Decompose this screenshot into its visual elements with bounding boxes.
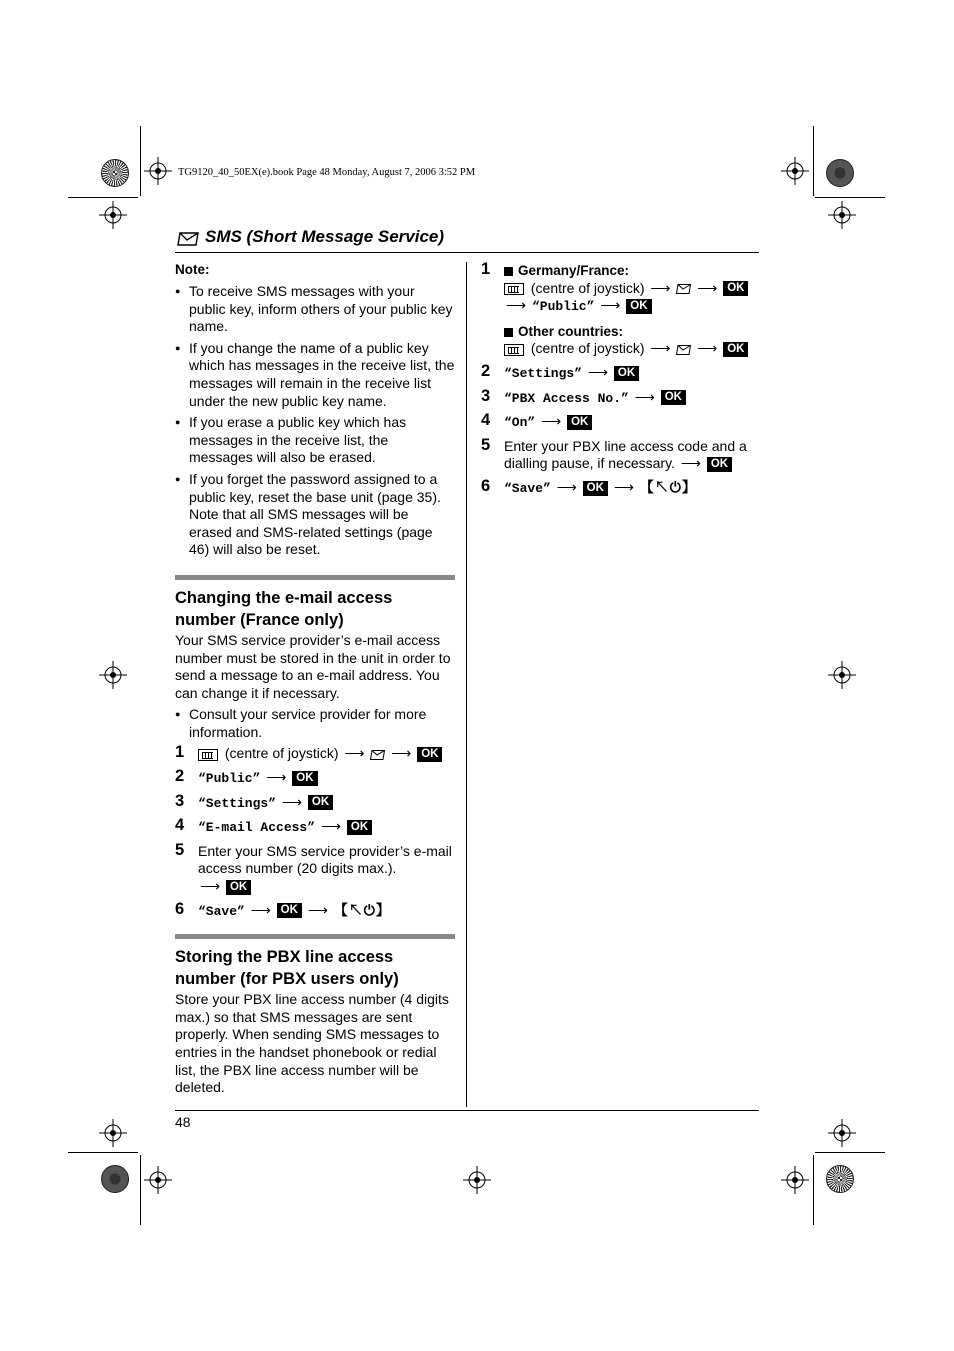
step-6 <box>481 476 759 498</box>
note-item: ● If you forget the password assigned to a public key, reset the base unit (page 35). Note that all SMS messages will be erased and SMS-related settings (page 46) will also be reset. <box>175 471 455 559</box>
section-intro: Your SMS service provider’s e-mail access number must be stored in the unit in order to send a message to an e-mail address. You can change it if necessary. <box>175 631 451 701</box>
column-divider <box>466 262 467 1107</box>
step-number: 3 <box>481 386 491 405</box>
step-number: 3 <box>175 791 185 810</box>
ok-key-icon: OK <box>583 481 608 496</box>
arrow-icon: ⟶ <box>344 745 365 762</box>
arrow-icon: ⟶ <box>250 901 271 918</box>
section-title-pbx-access: Storing the PBX line access number (for PBX users only) <box>175 948 399 989</box>
ok-key-icon: OK <box>614 366 639 381</box>
ok-key-icon: OK <box>567 415 592 430</box>
arrow-icon: ⟶ <box>391 745 412 762</box>
step-1 <box>481 262 759 358</box>
step-text: Enter your SMS service provider’s e-mail access number (20 digits max.). <box>198 842 452 877</box>
arrow-icon: ⟶ <box>587 363 608 380</box>
crop-mark <box>813 1155 814 1225</box>
arrow-icon: ⟶ <box>613 478 634 495</box>
step-5 <box>175 840 455 896</box>
arrow-icon: ⟶ <box>307 901 328 918</box>
section-title-email-access: Changing the e-mail access number (France only) <box>175 588 393 629</box>
menu-key-icon <box>198 749 218 761</box>
menu-option: “Public” <box>531 299 595 315</box>
step-4 <box>175 818 455 837</box>
arrow-icon: ⟶ <box>600 297 621 314</box>
envelope-icon <box>177 232 199 246</box>
ok-key-icon: OK <box>723 281 748 296</box>
print-slug: TG9120_40_50EX(e).book Page 48 Monday, August 7, 2006 3:52 PM <box>178 167 476 178</box>
step-number: 5 <box>481 435 491 454</box>
arrow-icon: ⟶ <box>541 413 562 430</box>
sub-heading: Other countries: <box>518 323 624 339</box>
arrow-icon: ⟶ <box>634 388 655 405</box>
page-number: 48 <box>175 1114 191 1130</box>
registration-crosshair-icon <box>99 201 127 229</box>
step-5 <box>481 435 759 473</box>
step-number: 1 <box>175 743 185 762</box>
menu-option: “E-mail Access” <box>198 820 316 836</box>
section-bullet: ● Consult your service provider for more information. <box>175 706 455 741</box>
menu-option: “Settings” <box>504 365 583 381</box>
step-6 <box>175 899 455 921</box>
arrow-icon: ⟶ <box>697 340 718 357</box>
step-3 <box>175 791 455 813</box>
arrow-icon: ⟶ <box>697 279 718 296</box>
registration-crosshair-icon <box>99 661 127 689</box>
step-number: 1 <box>481 260 491 278</box>
menu-option: “PBX Access No.” <box>504 390 629 406</box>
ok-key-icon: OK <box>347 820 372 835</box>
step-number: 6 <box>481 476 491 495</box>
note-item: ● To receive SMS messages with your public key, inform others of your public key name. <box>175 283 455 336</box>
arrow-icon: ⟶ <box>556 478 577 495</box>
registration-rosette-icon <box>826 1165 854 1193</box>
menu-option: “Save” <box>504 480 551 496</box>
section-divider <box>175 575 455 580</box>
ok-key-icon: OK <box>308 795 333 810</box>
step-text: (centre of joystick) <box>224 745 339 762</box>
registration-crosshair-icon <box>144 157 172 185</box>
step-text: (centre of joystick) <box>530 279 645 296</box>
off-key-icon: 【↖⏻】 <box>639 478 697 495</box>
step-number: 4 <box>481 411 491 430</box>
crop-mark <box>815 1152 885 1153</box>
off-key-icon: 【↖⏻】 <box>333 901 391 918</box>
ok-key-icon: OK <box>417 747 442 762</box>
arrow-icon: ⟶ <box>320 818 341 835</box>
menu-option: “Settings” <box>198 795 277 811</box>
crop-mark <box>813 126 814 196</box>
step-1 <box>175 745 455 763</box>
note-label: Note: <box>175 262 210 277</box>
registration-rosette-icon <box>101 1165 129 1193</box>
crop-mark <box>68 1152 138 1153</box>
registration-crosshair-icon <box>828 201 856 229</box>
registration-rosette-icon <box>101 159 129 187</box>
ok-key-icon: OK <box>292 771 317 786</box>
note-item: ● If you erase a public key which has messages in the receive list, the messages will also be erased. <box>175 414 455 467</box>
ok-key-icon: OK <box>661 390 686 405</box>
sub-heading: Germany/France: <box>518 263 630 278</box>
step-3 <box>481 386 759 408</box>
envelope-icon <box>370 750 385 760</box>
arrow-icon: ⟶ <box>281 793 302 810</box>
arrow-icon: ⟶ <box>506 297 527 314</box>
step-number: 5 <box>175 840 185 859</box>
section-intro: Store your PBX line access number (4 digits max.) so that SMS messages are sent properly. When sending SMS messages to entries in the handset phonebook or redial list, the PBX line access number will be deleted. <box>175 991 449 1096</box>
arrow-icon: ⟶ <box>680 455 701 472</box>
step-text: Enter your PBX line access code and a dialling pause, if necessary. <box>504 437 747 472</box>
page-header <box>175 226 759 253</box>
crop-mark <box>68 197 138 198</box>
registration-crosshair-icon <box>463 1166 491 1194</box>
crop-mark <box>815 197 885 198</box>
footer-rule <box>175 1110 759 1111</box>
ok-key-icon: OK <box>707 457 732 472</box>
step-number: 6 <box>175 899 185 918</box>
crop-mark <box>140 126 141 196</box>
arrow-icon: ⟶ <box>266 769 287 786</box>
page-title: SMS (Short Message Service) <box>205 227 445 246</box>
step-number: 2 <box>175 767 185 786</box>
menu-option: “On” <box>504 415 536 431</box>
arrow-icon: ⟶ <box>650 279 671 296</box>
ok-key-icon: OK <box>723 342 748 357</box>
menu-option: “Save” <box>198 903 245 919</box>
arrow-icon: ⟶ <box>200 878 221 895</box>
step-number: 4 <box>175 816 185 835</box>
registration-crosshair-icon <box>828 1119 856 1147</box>
ok-key-icon: OK <box>277 903 302 918</box>
registration-crosshair-icon <box>781 157 809 185</box>
step-number: 2 <box>481 361 491 380</box>
note-item: ● If you change the name of a public key which has messages in the receive list, the messages will remain in the receive list under the new public key name. <box>175 340 455 410</box>
square-bullet-icon <box>504 328 513 337</box>
square-bullet-icon <box>504 267 513 276</box>
ok-key-icon: OK <box>626 299 651 314</box>
arrow-icon: ⟶ <box>650 340 671 357</box>
registration-crosshair-icon <box>828 661 856 689</box>
step-2 <box>481 361 759 383</box>
ok-key-icon: OK <box>226 880 251 895</box>
step-4 <box>481 413 759 432</box>
registration-crosshair-icon <box>99 1119 127 1147</box>
menu-option: “Public” <box>198 771 261 787</box>
menu-key-icon <box>504 283 524 295</box>
section-divider <box>175 934 455 939</box>
registration-crosshair-icon <box>144 1166 172 1194</box>
registration-crosshair-icon <box>781 1166 809 1194</box>
menu-key-icon <box>504 344 524 356</box>
registration-rosette-icon <box>826 159 854 187</box>
left-column <box>175 262 455 1101</box>
envelope-icon <box>676 284 691 294</box>
crop-mark <box>140 1155 141 1225</box>
envelope-icon <box>676 345 691 355</box>
right-column <box>481 262 759 504</box>
step-2 <box>175 769 455 788</box>
step-text: (centre of joystick) <box>530 340 645 357</box>
